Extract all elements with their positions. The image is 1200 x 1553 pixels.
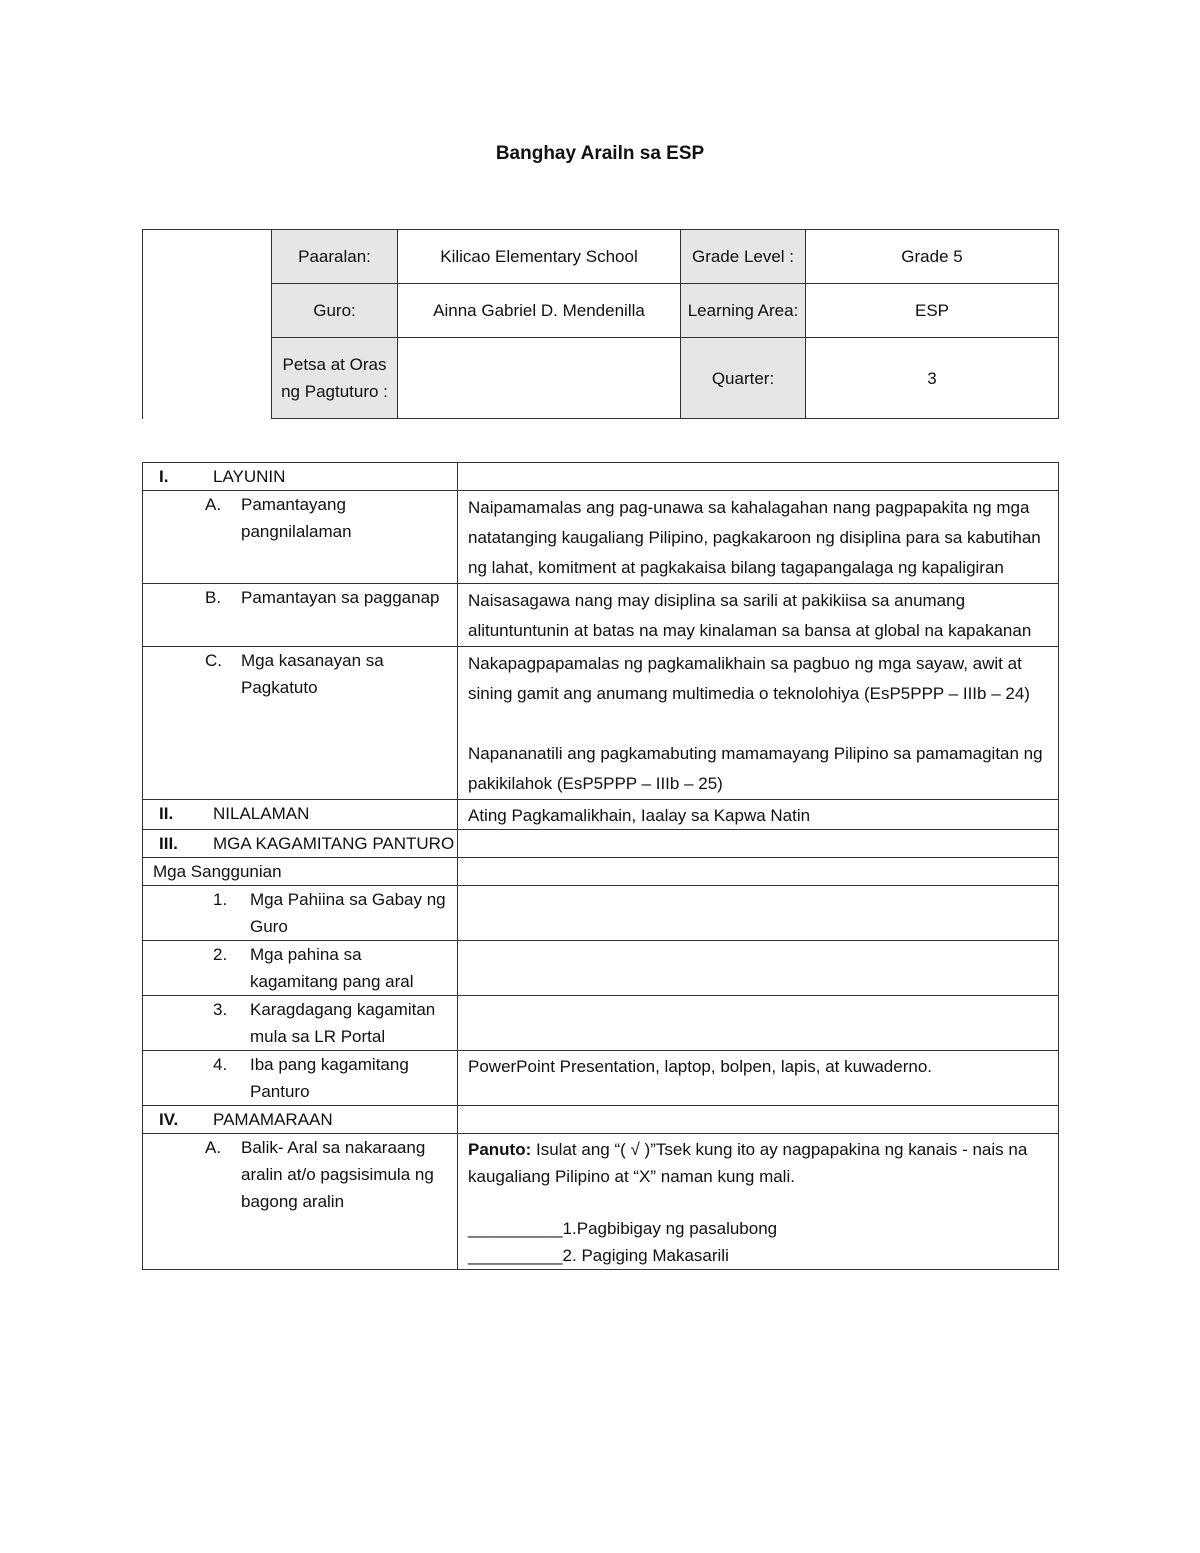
section-label: NILALAMAN (213, 804, 310, 823)
teacher-label: Guro: (272, 284, 398, 338)
item-label: Mga kasanayan sa Pagkatuto (241, 651, 384, 697)
item-value: Naisasagawa nang may disiplina sa sarili at pakikiisa sa anumang alituntuntunin at batas na may kinalaman sa bansa at global na kapakanan (468, 591, 1032, 640)
quarter-label: Quarter: (681, 338, 806, 419)
reference-row (143, 886, 1059, 941)
item-letter: A. (205, 1138, 222, 1157)
references-label: Mga Sanggunian (153, 862, 282, 881)
item-label: Pamantayan sa pagganap (241, 588, 440, 607)
content-value: Ating Pagkamalikhain, Iaalay sa Kapwa Natin (468, 806, 811, 825)
objective-row (143, 647, 1059, 800)
date-label: Petsa at Oras ng Pagtuturo : (272, 338, 398, 419)
item-label: Balik- Aral sa nakaraang aralin at/o pagsisimula ng bagong aralin (241, 1138, 434, 1211)
item-label: Mga pahina sa kagamitang pang aral (250, 945, 414, 991)
panuto-label: Panuto: (468, 1140, 532, 1159)
item-letter: B. (205, 588, 222, 607)
objective-row (143, 584, 1059, 647)
document-title: Banghay Arailn sa ESP (495, 143, 705, 164)
section-row (143, 830, 1059, 858)
quarter-value: 3 (806, 338, 1059, 419)
section-label: MGA KAGAMITANG PANTURO (213, 834, 455, 853)
section-label: LAYUNIN (213, 467, 286, 486)
reference-row (143, 1051, 1059, 1106)
references-row (143, 858, 1059, 886)
teacher-value: Ainna Gabriel D. Mendenilla (398, 284, 681, 338)
exercise-item: __________2. Pagiging Makasarili (468, 1246, 729, 1265)
section-label: PAMAMARAAN (213, 1110, 333, 1129)
item-number: 4. (213, 1055, 228, 1074)
header-table (142, 229, 1059, 419)
date-value (398, 338, 681, 419)
area-value: ESP (806, 284, 1059, 338)
item-letter: A. (205, 495, 222, 514)
item-label: Karagdagang kagamitan mula sa LR Portal (250, 1000, 436, 1046)
school-label: Paaralan: (272, 230, 398, 284)
reference-row (143, 941, 1059, 996)
competency-1: Nakapagpapamalas ng pagkamalikhain sa pagbuo ng mga sayaw, awit at sining gamit ang anumang multimedia o teknolohiya (EsP5PPP – IIIb – 24) (468, 654, 1030, 703)
grade-value: Grade 5 (806, 230, 1059, 284)
procedure-row (143, 1134, 1059, 1270)
section-number: II. (159, 804, 174, 823)
section-number: I. (159, 467, 169, 486)
item-number: 3. (213, 1000, 228, 1019)
item-value: Naipamamalas ang pag-unawa sa kahalagahan nang pagpapakita ng mga natatanging kaugaliang Pilipino, pagkakaroon ng disiplina para sa kabutihan ng lahat, komitment at pagkakaisa bilang tagapangalaga ng kapaligiran (468, 498, 1041, 577)
item-number: 2. (213, 945, 228, 964)
section-number: III. (159, 834, 178, 853)
item-label: Pamantayang pangnilalaman (241, 495, 352, 541)
logo-blank-cell (143, 230, 272, 419)
section-row (143, 463, 1059, 491)
competency-2: Napananatili ang pagkamabuting mamamayang Pilipino sa pamamagitan ng pakikilahok (EsP5PPP – IIIb – 25) (468, 744, 1043, 793)
item-label: Mga Pahiina sa Gabay ng Guro (250, 890, 446, 936)
item-letter: C. (205, 651, 222, 670)
materials-value: PowerPoint Presentation, laptop, bolpen, lapis, at kuwaderno. (468, 1057, 933, 1076)
area-label: Learning Area: (681, 284, 806, 338)
objective-row (143, 491, 1059, 584)
school-value: Kilicao Elementary School (398, 230, 681, 284)
section-row (143, 1106, 1059, 1134)
lesson-plan-table (142, 462, 1059, 1270)
item-number: 1. (213, 890, 228, 909)
reference-row (143, 996, 1059, 1051)
panuto-text: Isulat ang “( √ )”Tsek kung ito ay nagpapakina ng kanais - nais na kaugaliang Pilipino at “X” naman kung mali. (468, 1140, 1028, 1186)
item-label: Iba pang kagamitang Panturo (250, 1055, 409, 1101)
section-row (143, 800, 1059, 830)
section-number: IV. (159, 1110, 179, 1129)
exercise-item: __________1.Pagbibigay ng pasalubong (468, 1219, 778, 1238)
grade-label: Grade Level : (681, 230, 806, 284)
